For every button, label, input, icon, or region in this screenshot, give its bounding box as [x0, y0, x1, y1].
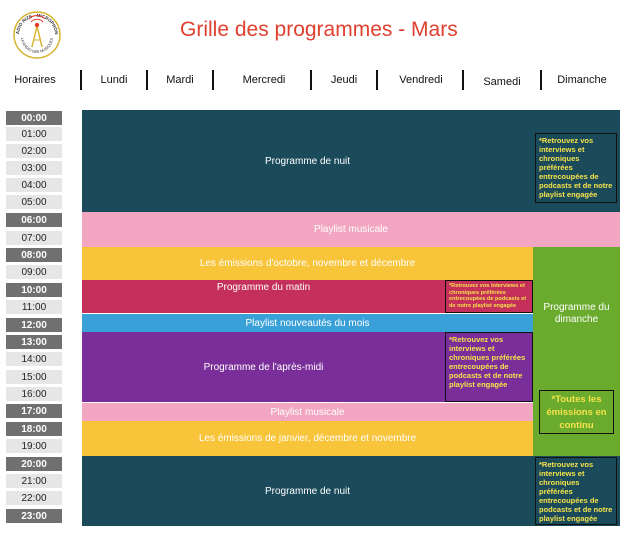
hour-cell: 11:00	[5, 299, 63, 315]
note-night-top: *Retrouvez vos interviews et chroniques préférées entrecoupées de podcasts et de notre playlist engagée	[535, 133, 617, 203]
program-emissions-winter[interactable]	[82, 421, 533, 456]
note-matin: *Retrouvez vos interviews et chroniques préférées entrecoupées de podcasts et de notre playlist engagée	[445, 280, 533, 313]
day-lundi: Lundi	[100, 74, 128, 86]
page-title: Grille des programmes - Mars	[180, 18, 458, 41]
program-dimanche[interactable]	[533, 247, 620, 456]
day-mercredi: Mercredi	[242, 74, 286, 86]
hour-cell: 08:00	[5, 247, 63, 263]
program-playlist-nouveautes[interactable]	[82, 314, 533, 332]
hour-cell: 22:00	[5, 490, 63, 506]
hour-cell: 07:00	[5, 230, 63, 246]
program-matin-label: Programme du matin	[216, 282, 311, 293]
program-night-bottom[interactable]	[82, 456, 533, 526]
hour-cell: 00:00	[5, 110, 63, 126]
hour-cell: 21:00	[5, 473, 63, 489]
program-night-top[interactable]	[82, 110, 533, 212]
hour-cell: 19:00	[5, 438, 63, 454]
hour-cell: 06:00	[5, 212, 63, 228]
hour-cell: 20:00	[5, 456, 63, 472]
program-playlist-nouveautes-label: Playlist nouveautés du mois	[245, 317, 370, 329]
program-playlist-morning-label: Playlist musicale	[314, 224, 388, 235]
hour-cell: 23:00	[5, 508, 63, 524]
program-apres-midi[interactable]	[82, 332, 445, 402]
hour-cell: 17:00	[5, 403, 63, 419]
logo-top-text: ADIO RIZE · MICROPHON	[14, 12, 60, 35]
hour-cell: 09:00	[5, 264, 63, 280]
hour-cell: 02:00	[5, 143, 63, 159]
hour-cell: 13:00	[5, 334, 63, 350]
hour-cell: 18:00	[5, 421, 63, 437]
day-vendredi: Vendredi	[399, 74, 443, 86]
program-playlist-morning[interactable]	[82, 212, 620, 247]
program-emissions-autumn-label: Les émissions d'octobre, novembre et décembre	[199, 258, 416, 269]
hour-cell: 05:00	[5, 194, 63, 210]
program-apres-midi-label: Programme de l'après-midi	[203, 361, 324, 373]
radio-logo	[12, 10, 62, 60]
hour-cell: 16:00	[5, 386, 63, 402]
dimanche-note: *Toutes les émissions en continu	[539, 390, 614, 434]
hour-cell: 03:00	[5, 160, 63, 176]
program-emissions-autumn[interactable]	[82, 247, 533, 280]
day-jeudi: Jeudi	[330, 74, 358, 86]
day-samedi: Samedi	[483, 76, 521, 88]
program-emissions-winter-label: Les émissions de janvier, décembre et novembre	[198, 433, 417, 444]
logo-bottom-text: LA RADIO DES MUSIQUES	[20, 37, 55, 55]
hour-cell: 04:00	[5, 177, 63, 193]
hour-cell: 01:00	[5, 126, 63, 142]
program-night-bottom-label: Programme de nuit	[264, 485, 351, 497]
day-dimanche: Dimanche	[557, 74, 607, 86]
program-dimanche-label: Programme du dimanche	[543, 302, 610, 325]
hour-cell: 12:00	[5, 317, 63, 333]
hour-cell: 15:00	[5, 369, 63, 385]
hour-cell: 10:00	[5, 282, 63, 298]
hour-cell: 14:00	[5, 351, 63, 367]
program-playlist-evening[interactable]	[82, 403, 533, 421]
program-matin[interactable]	[82, 280, 445, 313]
note-night-bottom: *Retrouvez vos interviews et chroniques préférées entrecoupées de podcasts et de notre playlist engagée	[535, 457, 617, 525]
day-mardi: Mardi	[166, 74, 194, 86]
note-apres-midi: *Retrouvez vos interviews et chroniques préférées entrecoupées de podcasts et de notre playlist engagée	[445, 332, 533, 402]
hours-column-label: Horaires	[14, 74, 56, 86]
program-night-top-label: Programme de nuit	[264, 155, 351, 167]
program-playlist-evening-label: Playlist musicale	[270, 406, 345, 418]
